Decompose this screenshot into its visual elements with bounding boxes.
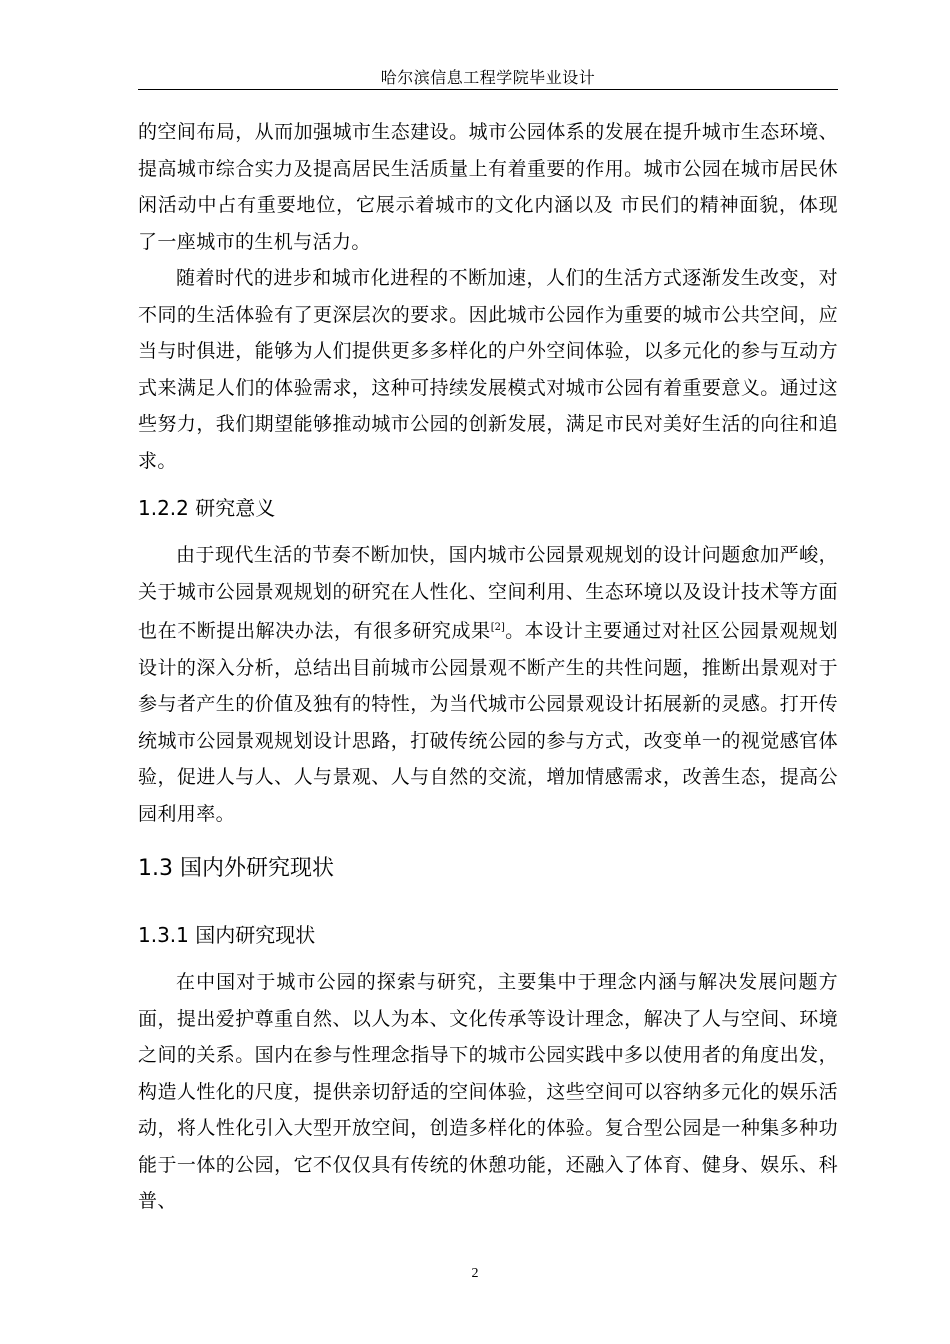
heading-1-3-1: 1.3.1 国内研究现状 [138, 923, 316, 947]
paragraph-significance-text-a: 由于现代生活的节奏不断加快，国内城市公园景观规划的设计问题愈加严峻，关于城市公园景观规划的研究在人性化、空间利用、生态环境以及设计技术等方面也在不断提出解决办法，有很多研究成果 [138, 544, 838, 642]
page-header: 哈尔滨信息工程学院毕业设计 [380, 68, 596, 87]
paragraph-significance-text-b: 。本设计主要通过对社区公园景观规划设计的深入分析，总结出目前城市公园景观不断产生的共性问题，推断出景观对于参与者产生的价值及独有的特性，为当代城市公园景观设计拓展新的灵感。打开传统城市公园景观规划设计思路，打破传统公园的参与方式，改变单一的视觉感官体验，促进人与人、人与景观、人与自然的交流，增加情感需求，改善生态，提高公园利用率。 [138, 620, 839, 825]
citation-ref: [2] [490, 622, 505, 633]
paragraph-continued: 的空间布局，从而加强城市生态建设。城市公园体系的发展在提升城市生态环境、提高城市综合实力及提高居民生活质量上有着重要的作用。城市公园在城市居民休闲活动中占有重要地位，它展示着城市的文化内涵以及 市民们的精神面貌，体现了一座城市的生机与活力。 [138, 121, 838, 253]
heading-1-3: 1.3 国内外研究现状 [138, 856, 334, 881]
paragraph-domestic-research: 在中国对于城市公园的探索与研究，主要集中于理念内涵与解决发展问题方面，提出爱护尊重自然、以人为本、文化传承等设计理念，解决了人与空间、环境之间的关系。国内在参与性理念指导下的城市公园实践中多以使用者的角度出发，构造人性化的尺度，提供亲切舒适的空间体验，这些空间可以容纳多元化的娱乐活动，将人性化引入大型开放空间，创造多样化的体验。复合型公园是一种集多种功能于一体的公园，它不仅仅具有传统的休憩功能，还融入了体育、健身、娱乐、科普、 [138, 971, 838, 1212]
page-body [138, 114, 838, 1220]
heading-1-2-2: 1.2.2 研究意义 [138, 496, 276, 520]
header-rule [138, 89, 838, 90]
paragraph-development: 随着时代的进步和城市化进程的不断加速，人们的生活方式逐渐发生改变，对不同的生活体验有了更深层次的要求。因此城市公园作为重要的城市公共空间，应当与时俱进，能够为人们提供更多多样化的户外空间体验，以多元化的参与互动方式来满足人们的体验需求，这种可持续发展模式对城市公园有着重要意义。通过这些努力，我们期望能够推动城市公园的创新发展，满足市民对美好生活的向往和追求。 [138, 267, 838, 472]
page-number: 2 [471, 1266, 479, 1281]
paragraph-significance [138, 537, 838, 832]
